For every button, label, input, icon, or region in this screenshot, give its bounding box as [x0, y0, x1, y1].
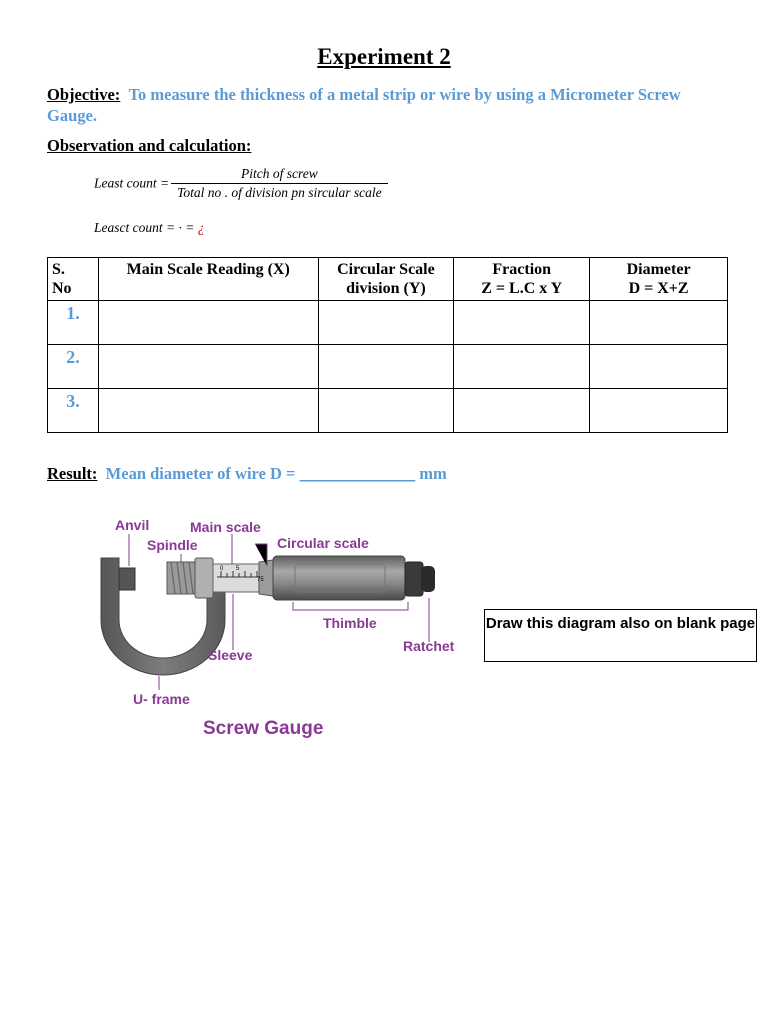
table-header: S. No	[48, 258, 99, 301]
result-line	[47, 464, 447, 484]
anvil-shape	[119, 568, 135, 590]
label-main-scale: Main scale	[190, 519, 261, 535]
label-thimble: Thimble	[323, 615, 377, 631]
table-cell	[98, 301, 318, 345]
table-cell	[318, 345, 454, 389]
table-cell	[454, 345, 590, 389]
table-cell	[454, 389, 590, 433]
result-blank: ______________	[299, 464, 416, 483]
table-row	[48, 389, 728, 433]
table-header: Main Scale Reading (X)	[98, 258, 318, 301]
label-spindle: Spindle	[147, 537, 198, 553]
formula-fraction	[171, 166, 388, 201]
table-cell	[590, 345, 728, 389]
result-unit: mm	[415, 464, 447, 483]
label-circular-scale: Circular scale	[277, 535, 369, 551]
screw-gauge-diagram	[95, 510, 475, 740]
observation-heading: Observation and calculation:	[47, 136, 252, 155]
tick-label: 5	[236, 566, 240, 572]
table-header: Diameter D = X+Z	[590, 258, 728, 301]
formula-lhs: Least count =	[94, 175, 170, 191]
note-box: Draw this diagram also on blank page	[484, 609, 757, 662]
label-anvil: Anvil	[115, 517, 150, 533]
diagram-caption: Screw Gauge	[203, 718, 324, 739]
table-header: Fraction Z = L.C x Y	[454, 258, 590, 301]
table-header-row	[48, 258, 728, 301]
result-label: Result:	[47, 464, 98, 483]
formula-numerator: Pitch of screw	[171, 166, 388, 184]
tick-label: 0	[220, 566, 224, 572]
result-text: Mean diameter of wire D =	[105, 464, 300, 483]
table-cell	[590, 389, 728, 433]
table-cell	[318, 389, 454, 433]
row-number: 3.	[48, 389, 99, 433]
label-u-frame: U- frame	[133, 691, 190, 707]
objective-label: Objective:	[47, 85, 121, 104]
least-count-value-line	[94, 220, 204, 236]
tick-label: 75	[257, 577, 264, 583]
table-row	[48, 345, 728, 389]
table-cell	[98, 345, 318, 389]
least-count-formula	[94, 166, 388, 201]
table-cell	[590, 301, 728, 345]
formula-line2: Leasct count = ∙ =	[94, 220, 198, 235]
ratchet-shape	[405, 562, 423, 596]
page-title: Experiment 2	[317, 44, 451, 69]
objective-text: To measure the thickness of a metal strip or wire by using a Micrometer Screw Gauge.	[47, 85, 681, 125]
formula-line2-mark: ¿	[197, 220, 205, 235]
label-ratchet: Ratchet	[403, 638, 455, 654]
formula-denominator: Total no . of division pn sircular scale	[177, 185, 382, 200]
table-cell	[454, 301, 590, 345]
objective	[47, 84, 727, 126]
label-sleeve: Sleeve	[208, 647, 253, 663]
table-row	[48, 301, 728, 345]
row-number: 1.	[48, 301, 99, 345]
observation-table	[47, 257, 728, 433]
table-cell	[318, 301, 454, 345]
table-header: Circular Scale division (Y)	[318, 258, 454, 301]
table-cell	[98, 389, 318, 433]
row-number: 2.	[48, 345, 99, 389]
